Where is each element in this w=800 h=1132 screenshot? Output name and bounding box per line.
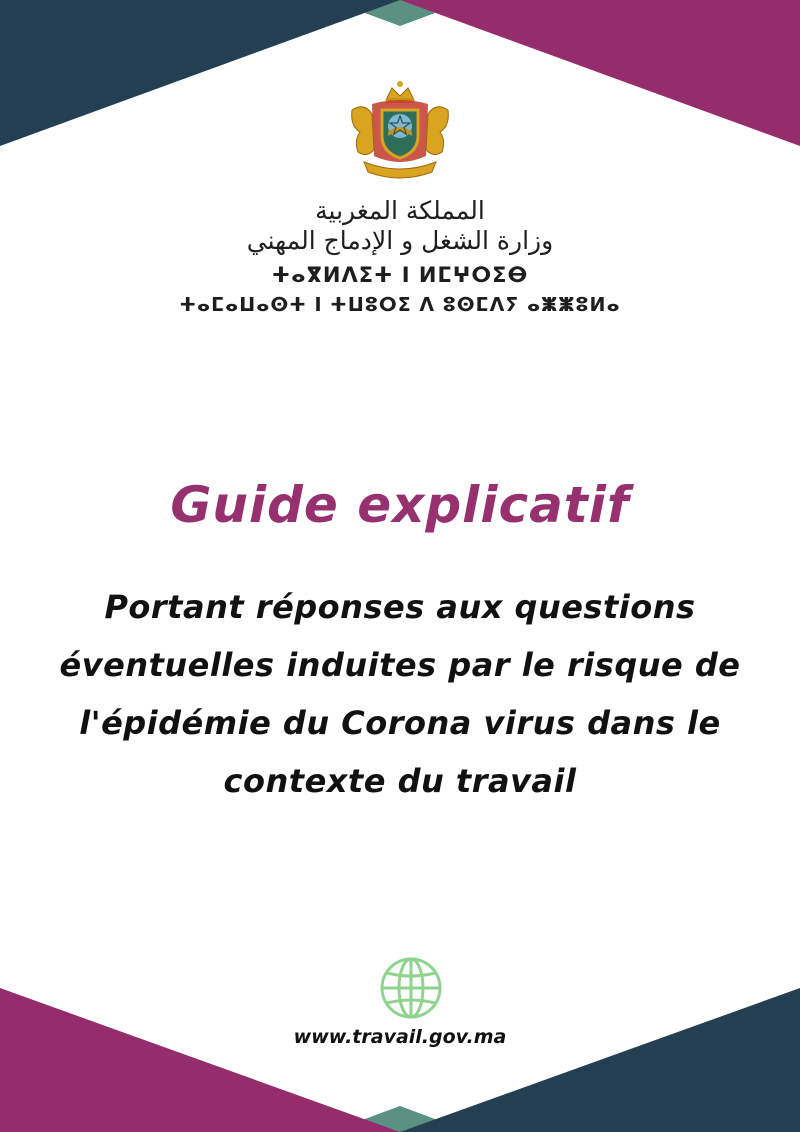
royal-emblem-icon	[342, 78, 458, 184]
ministry-tifinagh-line1: ⵜⴰⴳⵍⴷⵉⵜ ⵏ ⵍⵎⵖⵔⵉⴱ	[271, 263, 529, 287]
top-left-navy-shape	[0, 0, 400, 146]
subtitle-line: éventuelles induites par le risque de	[59, 646, 741, 684]
bottom-left-magenta-shape	[0, 988, 400, 1132]
bottom-right-navy-shape	[400, 988, 800, 1132]
subtitle-line: contexte du travail	[223, 762, 577, 800]
ministry-arabic-line1: المملكة المغربية	[315, 196, 485, 225]
website-link[interactable]: www.travail.gov.ma	[293, 1026, 507, 1048]
top-right-magenta-shape	[400, 0, 800, 146]
globe-icon	[378, 955, 444, 1021]
document-title: Guide explicatif	[170, 476, 630, 534]
document-subtitle	[30, 578, 770, 810]
subtitle-line: Portant réponses aux questions	[104, 588, 696, 626]
subtitle-line: l'épidémie du Corona virus dans le	[79, 704, 721, 742]
ministry-arabic-line2: وزارة الشغل و الإدماج المهني	[246, 226, 554, 255]
ministry-tifinagh-line2: ⵜⴰⵎⴰⵡⴰⵙⵜ ⵏ ⵜⵡⵓⵔⵉ ⴷ ⵓⵙⵎⴷⵢ ⴰⵥⵥⵓⵍⴰ	[179, 294, 621, 316]
